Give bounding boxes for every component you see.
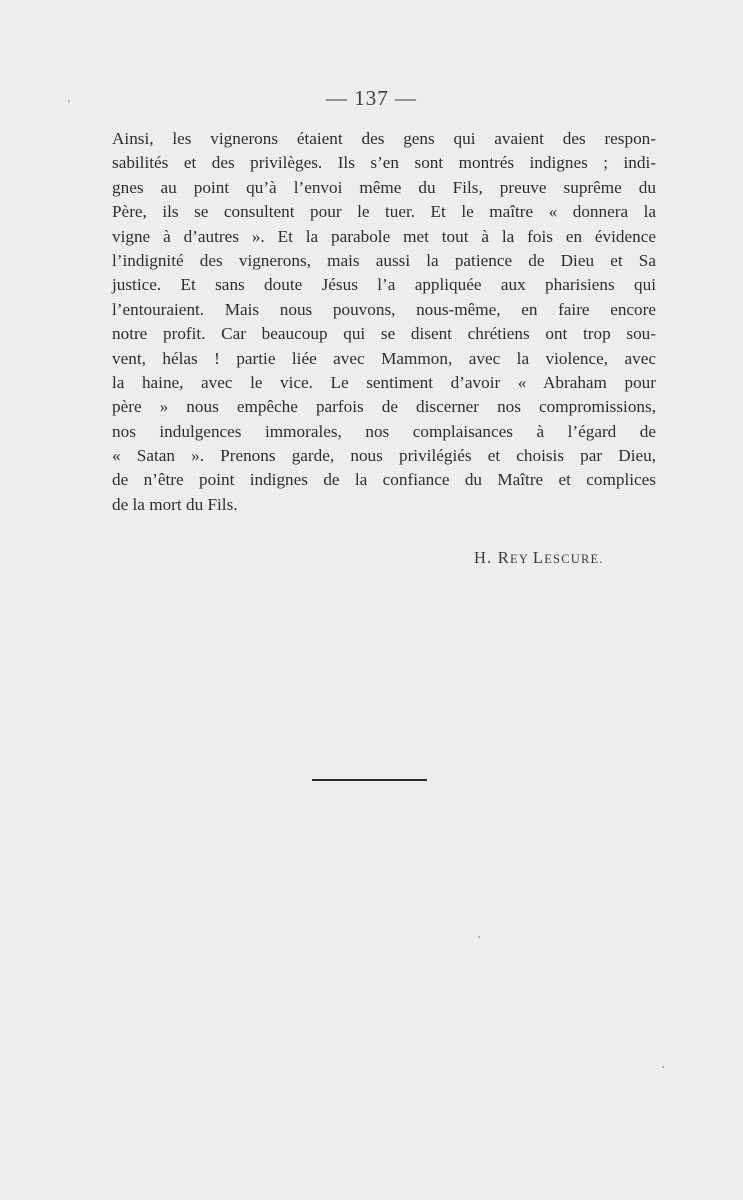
signature-capital: L [532,548,545,567]
body-paragraph [112,127,656,517]
text-line: notre profit. Car beaucoup qui se disent chrétiens ont trop sou- [112,324,656,344]
text-line: justice. Et sans doute Jésus l’a appliquée aux pharisiens qui [112,275,656,295]
section-divider [312,779,427,781]
paper-speck [68,100,70,102]
text-line: la haine, avec le vice. Le sentiment d’avoir « Abraham pour [112,372,656,392]
text-line: l’entouraient. Mais nous pouvons, nous-même, en faire encore [112,299,656,319]
text-line: sabilités et des privilèges. Ils s’en sont montrés indignes ; indi- [112,153,656,173]
text-line: l’indignité des vignerons, mais aussi la patience de Dieu et Sa [112,250,656,270]
text-line: de la mort du Fils. [112,494,238,514]
page-number: — 137 — [326,86,417,110]
paper-speck [478,936,480,938]
text-line: « Satan ». Prenons garde, nous privilégiés et choisis par Dieu, [112,446,656,466]
text-line: vent, hélas ! partie liée avec Mammon, avec la violence, avec [112,348,656,368]
text-line: nos indulgences immorales, nos complaisances à l’égard de [112,421,656,441]
author-signature [474,548,604,568]
signature-part: EY [509,552,533,566]
signature-initial: H. R [474,548,510,567]
text-line: de n’être point indignes de la confiance du Maître et complices [112,470,656,490]
text-line: vigne à d’autres ». Et la parabole met tout à la fois en évidence [112,226,656,246]
text-line: père » nous empêche parfois de discerner nos compromissions, [112,397,656,417]
paper-speck [662,1066,664,1068]
text-line: gnes au point qu’à l’envoi même du Fils, preuve suprême du [112,177,656,197]
text-line: Père, ils se consultent pour le tuer. Et le maître « donnera la [112,202,656,222]
signature-part: ESCURE. [544,552,604,566]
text-line: Ainsi, les vignerons étaient des gens qui avaient des respon- [112,129,656,148]
